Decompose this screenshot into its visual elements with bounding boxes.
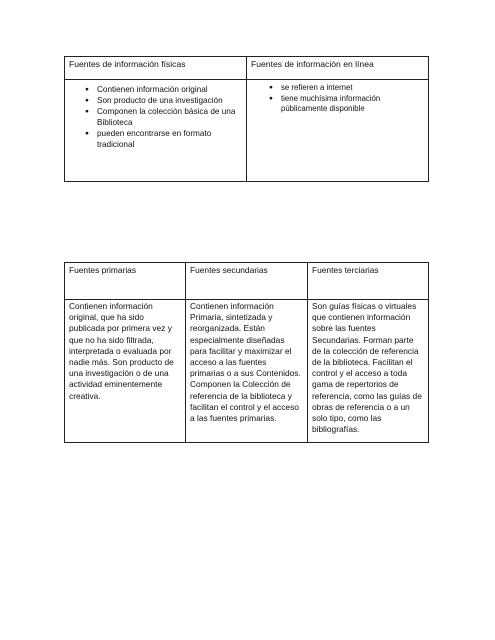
list-item: ● Son producto de una investigación <box>97 95 242 106</box>
header-primary-sources: Fuentes primarias <box>69 265 137 275</box>
header-cell-secondary <box>186 263 308 300</box>
header-physical-sources: Fuentes de información físicas <box>69 59 186 69</box>
header-cell-primary <box>65 263 186 300</box>
tertiary-sources-description: Son guías físicas o virtuales que contienen información sobre las fuentes Secundarias. Forman parte de la colección de referencia de la biblioteca. Facilitan el control y el acceso a toda gama de repertorios de referencia, como las guías de obras de referencia o a un solo tipo, como las bibliografías. <box>312 301 422 435</box>
header-secondary-sources: Fuentes secundarias <box>190 265 268 275</box>
list-item: ● tiene muchísima información públicamente disponible <box>281 94 424 115</box>
header-cell-tertiary <box>308 263 429 300</box>
online-sources-list <box>247 83 428 115</box>
header-tertiary-sources: Fuentes terciarias <box>312 265 379 275</box>
primary-sources-description: Contienen información original, que ha sido publicada por primera vez y que no ha sido filtrada, interpretada o evaluada por nadie más. Son producto de una investigación o de una actividad eminentemente creativa. <box>69 301 174 401</box>
list-item: ● se refieren a internet <box>281 83 424 94</box>
header-cell-online <box>247 57 429 80</box>
primary-sources-cell <box>65 300 186 443</box>
header-cell-physical <box>65 57 247 80</box>
list-item: ● Contienen información original <box>97 84 242 95</box>
sources-table-physical-online <box>64 56 429 182</box>
list-item: ● pueden encontrarse en formato tradicional <box>97 128 242 150</box>
tertiary-sources-cell <box>308 300 429 443</box>
header-online-sources: Fuentes de información en línea <box>251 59 374 69</box>
online-sources-cell <box>247 80 429 182</box>
secondary-sources-description: Contienen información Primaria, sintetizada y reorganizada. Están especialmente diseñadas para facilitar y maximizar el acceso a las fuentes primarias o a sus Contenidos. Componen la Colección de referencia de la biblioteca y facilitan el control y el acceso a las fuentes primarias. <box>190 301 301 424</box>
sources-table-types <box>64 262 429 443</box>
secondary-sources-cell <box>186 300 308 443</box>
physical-sources-cell <box>65 80 247 182</box>
physical-sources-list <box>65 84 246 150</box>
list-item: ● Componen la colección básica de una Biblioteca <box>97 106 242 128</box>
